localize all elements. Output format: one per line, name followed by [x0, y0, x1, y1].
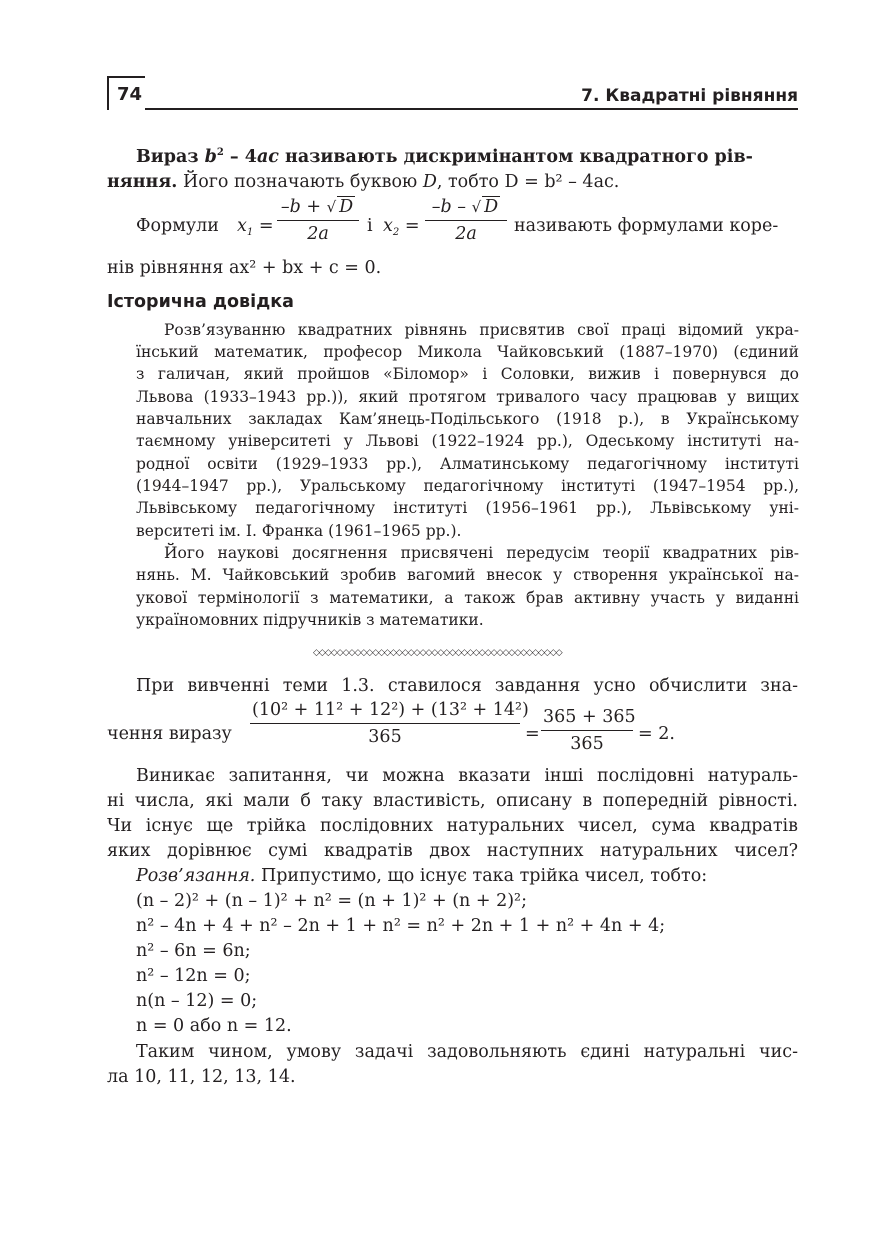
question-line: Чи існує ще трійка послідовних натуральних чисел, сума квадратів — [107, 816, 798, 836]
history-p1-line: родної освіти (1929–1933 рр.), Алматинському педагогічному інституті — [136, 455, 799, 473]
solution-step: (n – 2)² + (n – 1)² + n² = (n + 1)² + (n + 2)²; — [136, 891, 527, 911]
header-rule — [145, 108, 798, 110]
chapter-title: 7. Квадратні рівняння — [581, 86, 798, 106]
x1-label: $x_1$ = — [237, 216, 274, 238]
solution-step: n² – 12n = 0; — [136, 966, 251, 986]
middle-denominator: 365 — [570, 734, 604, 754]
history-heading: Історична довідка — [107, 292, 294, 312]
task-intro-line-1: При вивченні теми 1.3. ставилося завдання усно обчислити зна- — [136, 676, 798, 696]
history-p1-line: Львова (1933–1943 рр.)), який протягом тривалого часу працював у вищих — [136, 388, 799, 406]
solution-step: n² – 4n + 4 + n² – 2n + 1 + n² = n² + 2n + 1 + n² + 4n + 4; — [136, 916, 666, 936]
formulas-prefix: Формули — [136, 216, 219, 236]
definition-line-2: няння. Його позначають буквою D, тобто D = b² – 4ac. — [107, 172, 620, 192]
expression-fraction — [250, 700, 529, 747]
history-p1-line: з галичан, який пройшов «Біломор» і Соловки, вижив і повернувся до — [136, 365, 799, 383]
task-intro-line-2: чення виразу — [107, 724, 232, 744]
expression-denominator: 365 — [368, 727, 402, 747]
result: = 2. — [638, 724, 675, 744]
equals-sign: = — [525, 724, 540, 744]
formulas-line-2: нів рівняння ax² + bx + c = 0. — [107, 258, 382, 278]
conclusion-line-2: ла 10, 11, 12, 13, 14. — [107, 1067, 296, 1087]
history-p2-line: укової термінології з математики, а також брав активну участь у виданні — [136, 589, 799, 607]
expression-numerator: (10² + 11² + 12²) + (13² + 14²) — [252, 700, 529, 720]
x1-fraction: –b + √ D 2a — [277, 196, 359, 244]
x1-numerator: –b + √ D — [280, 197, 354, 217]
middle-numerator: 365 + 365 — [543, 707, 636, 727]
question-line: Виникає запитання, чи можна вказати інші послідовні натураль- — [136, 766, 798, 786]
x2-fraction: –b – √ D 2a — [425, 196, 507, 244]
conclusion-line-1: Таким чином, умову задачі задовольняють єдині натуральні чис- — [136, 1042, 798, 1062]
history-p1-line: верситеті ім. І. Франка (1961–1965 рр.). — [136, 522, 462, 540]
solution-intro: Розв’язання. Припустимо, що існує така трійка чисел, тобто: — [136, 866, 708, 886]
history-p1-line: Розв’язуванню квадратних рівнянь присвятив свої праці відомий укра- — [164, 321, 799, 339]
page-number: 74 — [117, 84, 143, 105]
solution-step: n² – 6n = 6n; — [136, 941, 251, 961]
question-line: ні числа, які мали б таку властивість, описану в попередній рівності. — [107, 791, 798, 811]
ornament-divider: ◇◇◇◇◇◇◇◇◇◇◇◇◇◇◇◇◇◇◇◇◇◇◇◇◇◇◇◇◇◇◇◇◇◇◇◇◇◇◇◇◇◇ — [313, 648, 562, 658]
solution-step: n(n – 12) = 0; — [136, 991, 258, 1011]
history-p2-line: україномовних підручників з математики. — [136, 611, 484, 629]
definition-line-1: Вираз $b^2 - 4ac$ називають дискримінантом квадратного рів- — [136, 147, 753, 167]
formulas-conj: і — [367, 216, 373, 236]
middle-fraction — [541, 707, 636, 754]
history-p1-line: (1944–1947 рр.), Уральському педагогічному інституті (1947–1954 рр.), — [136, 477, 799, 495]
solution-step: n = 0 або n = 12. — [136, 1016, 292, 1036]
question-line: яких дорівнює сумі квадратів двох наступних натуральних чисел? — [107, 841, 798, 861]
history-p1-line: таємному університеті у Львові (1922–1924 рр.), Одеському інституті на- — [136, 432, 799, 450]
formulas-suffix: називають формулами коре- — [514, 216, 779, 236]
x2-label: $x_2$ = — [383, 216, 420, 238]
x2-numerator: –b – √ D — [431, 197, 499, 217]
history-p1-line: Львівському педагогічному інституті (1956–1961 рр.), Львівському уні- — [136, 499, 799, 517]
history-p2-line: нянь. М. Чайковський зробив вагомий внесок у створення української на- — [136, 566, 799, 584]
history-p1-line: їнський математик, професор Микола Чайковський (1887–1970) (єдиний — [136, 343, 799, 361]
history-p1-line: навчальних закладах Кам’янець-Подільського (1918 р.), в Українському — [136, 410, 799, 428]
history-p2-line: Його наукові досягнення присвячені передусім теорії квадратних рів- — [164, 544, 799, 562]
